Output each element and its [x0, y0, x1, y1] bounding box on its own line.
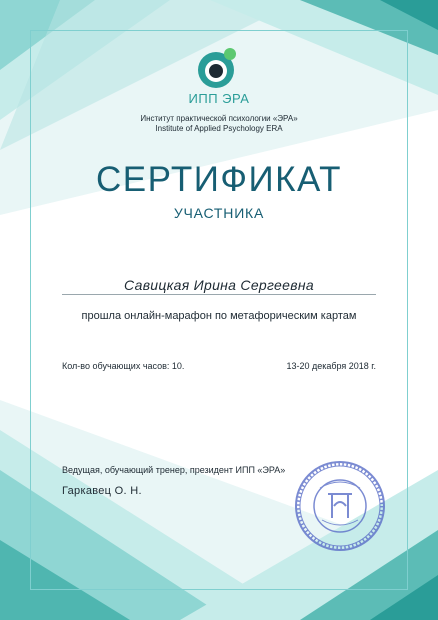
signer-name: Гаркавец О. Н. — [62, 485, 142, 497]
institute-name-ru: Институт практической психологии «ЭРА» — [140, 114, 298, 123]
logo-icon — [196, 46, 242, 90]
achievement-description: прошла онлайн-марафон по метафорическим картам — [81, 310, 357, 322]
training-hours: Кол-во обучающих часов: 10. — [62, 361, 185, 371]
signer-role: Ведущая, обучающий тренер, президент ИПП «ЭРА» — [62, 465, 286, 475]
institute-name-en: Institute of Applied Psychology ERA — [155, 124, 283, 133]
name-underline — [62, 294, 376, 295]
official-stamp-icon — [292, 458, 388, 554]
certificate-subtitle: УЧАСТНИКА — [173, 205, 265, 221]
certificate-title: СЕРТИФИКАТ — [95, 160, 343, 199]
brand-name: ИПП ЭРА — [188, 91, 250, 106]
recipient-name: Савицкая Ирина Сергеевна — [124, 277, 314, 293]
event-dates: 13-20 декабря 2018 г. — [286, 361, 376, 371]
